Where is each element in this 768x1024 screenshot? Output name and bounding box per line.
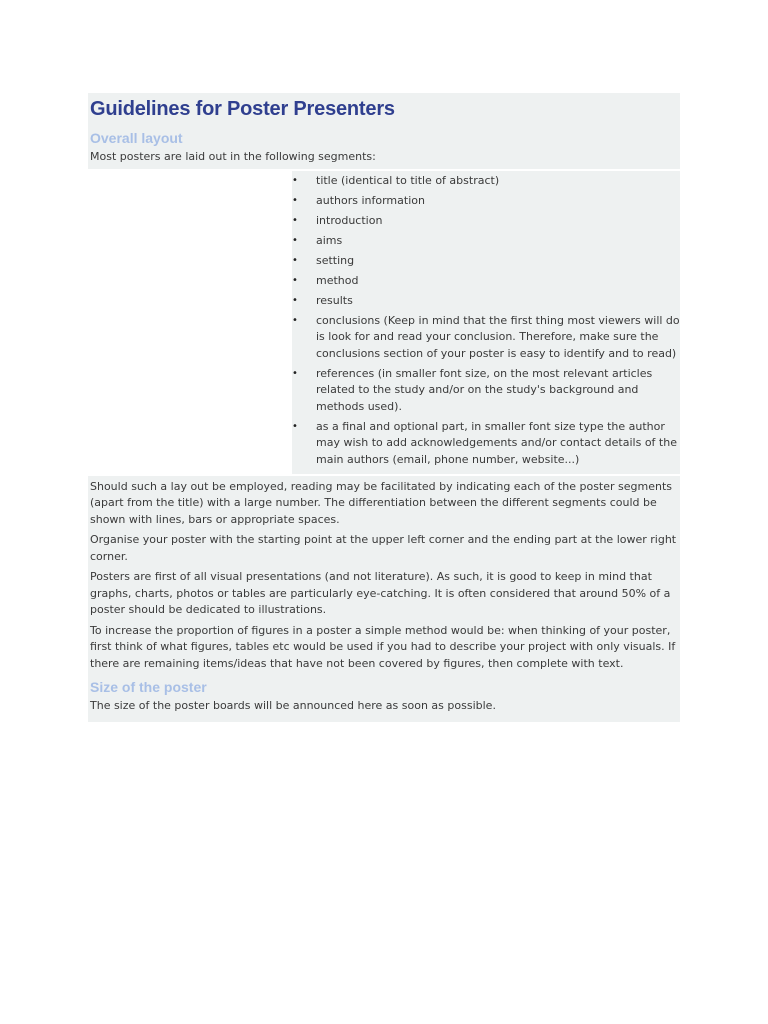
section-heading-overall-layout: Overall layout bbox=[90, 130, 183, 146]
bullet-icon: • bbox=[292, 254, 298, 266]
list-item bbox=[292, 366, 680, 416]
list-item-text: introduction bbox=[316, 213, 383, 227]
bullet-icon: • bbox=[292, 367, 298, 379]
list-item-text: conclusions (Keep in mind that the first thing most viewers will do is look for and read your conclusion. Therefore, make sure the conclusions section of your poster is easy to identify and to read) bbox=[316, 313, 680, 360]
list-item bbox=[292, 273, 680, 290]
list-item bbox=[292, 213, 680, 230]
list-item-text: as a final and optional part, in smaller font size type the author may wish to add acknowledgements and/or contact details of the main authors (email, phone number, website...) bbox=[316, 419, 677, 466]
segments-list bbox=[292, 173, 680, 469]
bullet-icon: • bbox=[292, 420, 298, 432]
body-block bbox=[88, 476, 680, 722]
paragraph-visual-presentation: Posters are first of all visual presentations (and not literature). As such, it is good to keep in mind that graphs, charts, photos or tables are particularly eye-catching. It is often considered that around 50% of a poster should be dedicated to illustrations. bbox=[90, 570, 671, 616]
list-item-text: results bbox=[316, 293, 353, 307]
bullet-icon: • bbox=[292, 174, 298, 186]
document-page bbox=[88, 93, 680, 722]
list-item-text: setting bbox=[316, 253, 355, 267]
section-heading-poster-size: Size of the poster bbox=[90, 679, 207, 695]
bullet-icon: • bbox=[292, 234, 298, 246]
bullet-icon: • bbox=[292, 314, 298, 326]
list-item bbox=[292, 419, 680, 469]
list-item-text: references (in smaller font size, on the most relevant articles related to the study and/or on the study's background and methods used). bbox=[316, 366, 653, 413]
list-item bbox=[292, 293, 680, 310]
paragraph-reading-order: Organise your poster with the starting point at the upper left corner and the ending part at the lower right corner. bbox=[90, 533, 677, 563]
list-item bbox=[292, 193, 680, 210]
list-item bbox=[292, 313, 680, 363]
section-intro: Most posters are laid out in the following segments: bbox=[90, 150, 376, 163]
paragraph-figure-proportion: To increase the proportion of figures in a poster a simple method would be: when thinking of your poster, first think of what figures, tables etc would be used if you had to describe your project with only visuals. If there are remaining items/ideas that have not been covered by figures, then complete with text. bbox=[90, 623, 676, 670]
page-title: Guidelines for Poster Presenters bbox=[90, 98, 395, 120]
list-item-text: title (identical to title of abstract) bbox=[316, 173, 500, 187]
bullet-icon: • bbox=[292, 274, 298, 286]
bullet-icon: • bbox=[292, 194, 298, 206]
segments-list-block bbox=[292, 171, 680, 474]
header-block bbox=[88, 93, 680, 169]
poster-size-text: The size of the poster boards will be announced here as soon as possible. bbox=[90, 699, 496, 712]
bullet-icon: • bbox=[292, 214, 298, 226]
list-item bbox=[292, 173, 680, 190]
list-item-text: aims bbox=[316, 233, 343, 247]
list-item-text: method bbox=[316, 273, 359, 287]
bullet-icon: • bbox=[292, 294, 298, 306]
list-item-text: authors information bbox=[316, 193, 425, 207]
list-item bbox=[292, 233, 680, 250]
list-item bbox=[292, 253, 680, 270]
paragraph-layout-numbering: Should such a lay out be employed, reading may be facilitated by indicating each of the poster segments (apart from the title) with a large number. The differentiation between the different segments could be shown with lines, bars or appropriate spaces. bbox=[90, 479, 673, 526]
